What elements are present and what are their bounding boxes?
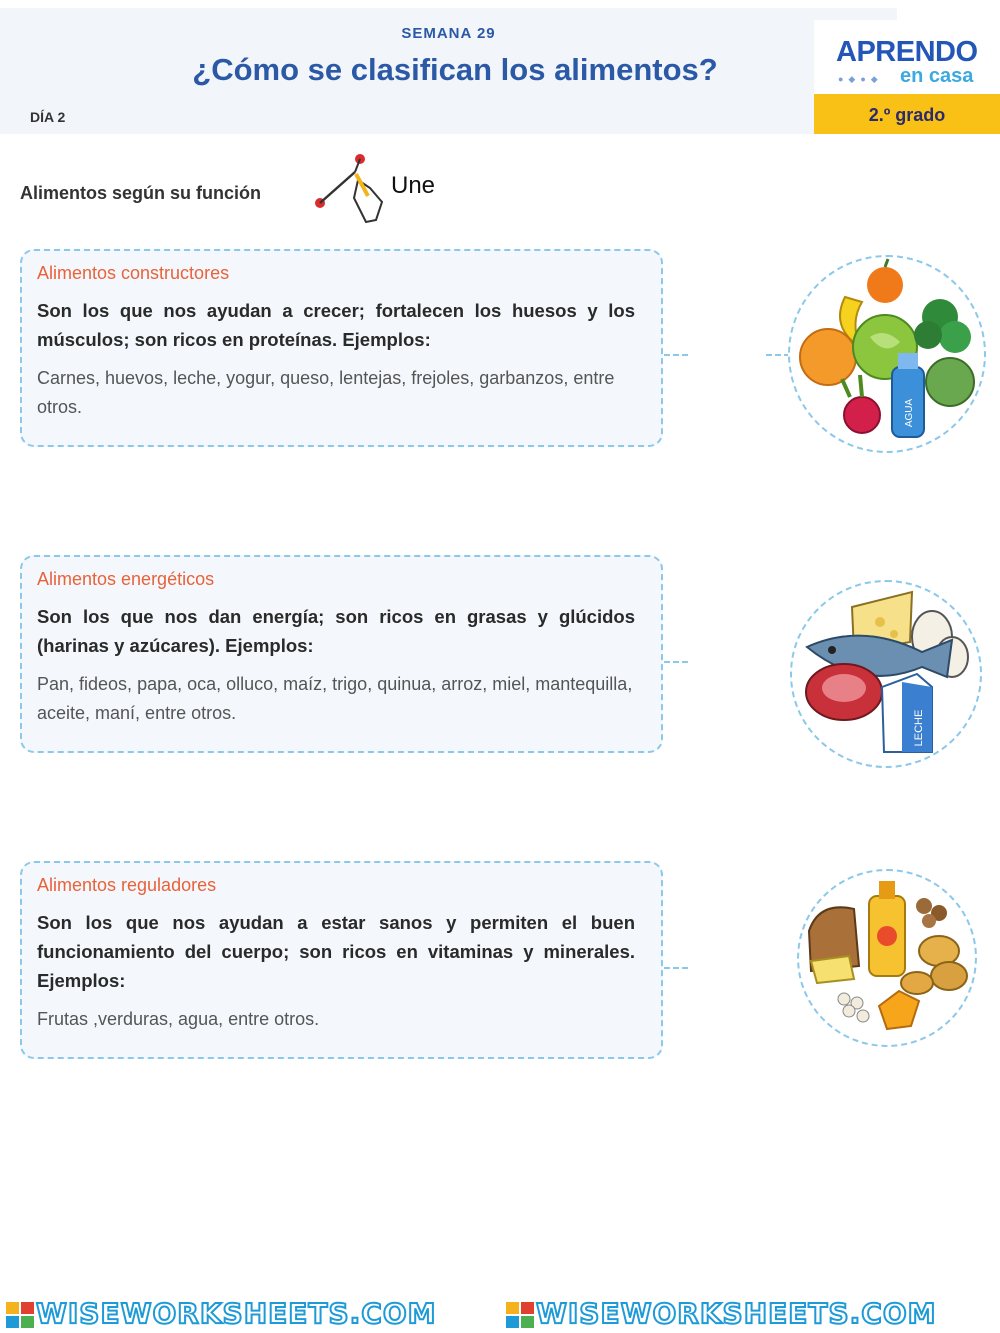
box-title: Alimentos constructores [37,263,230,283]
wiseworksheets-logo-icon [6,1302,34,1328]
logo-en-casa-text: en casa [900,65,974,87]
box-description: Son los que nos ayudan a estar sanos y permiten el buen funcionamiento del cuerpo; son ricos en vitaminas y minerales. Ejemplos: [37,912,635,991]
milk-carton-label: LECHE [913,709,925,747]
connector-stub [766,354,790,356]
plate-energy-foods[interactable] [797,869,977,1047]
box-title: Alimentos energéticos [37,569,215,589]
fruits-vegetables-icon [790,257,984,451]
box-examples: Frutas ,verduras, agua, entre otros. [37,1009,320,1029]
box-examples: Carnes, huevos, leche, yogur, queso, lentejas, frejoles, garbanzos, entre otros. [37,368,615,417]
plate-proteins[interactable] [790,580,982,768]
proteins-icon [792,582,980,766]
box-examples: Pan, fideos, papa, oca, olluco, maíz, trigo, quinua, arroz, miel, mantequilla, aceite, maní, entre otros. [37,674,633,723]
logo-dots-icon: ●◆●◆ [838,74,883,84]
wiseworksheets-logo-icon [506,1302,534,1328]
connector-stub [664,354,688,356]
box-constructores[interactable] [20,249,663,447]
box-description: Son los que nos dan energía; son ricos en grasas y glúcidos (harinas y azúcares). Ejemplos: [37,606,635,656]
connector-stub [664,967,688,969]
connector-stub [664,661,688,663]
box-energeticos[interactable] [20,555,663,753]
box-title: Alimentos reguladores [37,875,217,895]
hand-connect-icon [310,150,390,225]
box-description: Son los que nos ayudan a crecer; fortalecen los huesos y los músculos; son ricos en proteínas. Ejemplos: [37,300,635,350]
page-title: ¿Cómo se clasifican los alimentos? [192,52,718,87]
day-label: DÍA 2 [30,109,66,125]
box-reguladores[interactable] [20,861,663,1059]
week-label: SEMANA 29 [401,25,496,42]
energy-foods-icon [799,871,975,1045]
watermark-text: WISEWORKSHEETS.COM [36,1297,437,1330]
logo-aprendo-text: APRENDO [836,36,978,68]
aprendo-logo [814,20,1000,94]
grade-badge: 2.º grado [814,94,1000,134]
plate-fruits-vegetables[interactable] [788,255,986,453]
instruction-label: Une [391,172,436,199]
watermark-text: WISEWORKSHEETS.COM [536,1297,937,1330]
water-bottle-label: AGUA [904,398,915,428]
section-subtitle: Alimentos según su función [20,183,262,203]
